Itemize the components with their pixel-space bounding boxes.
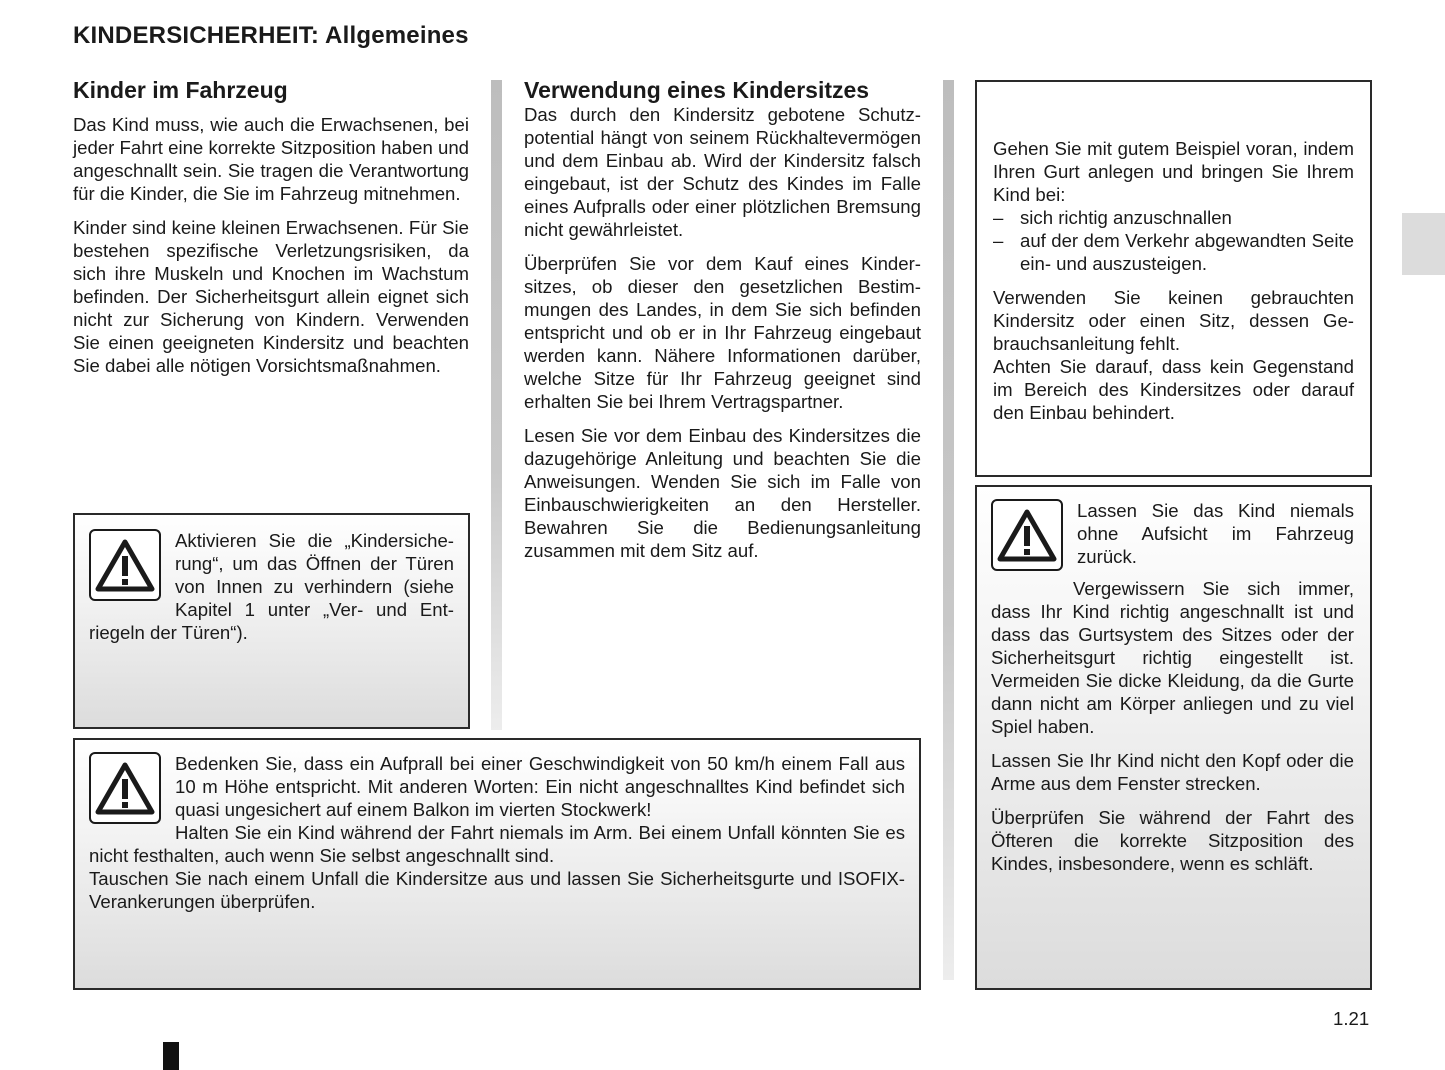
middle-paragraph-1: Das durch den Kindersitz gebotene Schutzpotential hängt von seinem Rückhaltevermögen und dem Einbau ab. Wird der Kindersitz falsch eingebaut, ist der Schutz des Kindes im Falle eines Aufpralls oder einer plötzlichen Bremsung nicht gewährleistet. <box>524 104 921 240</box>
left-paragraph-2: Kinder sind keine kleinen Erwachsenen. Für Sie bestehen spezifische Verletzungsrisiken, da sich ihre Muskeln und Knochen im Wachstum befinden. Der Sicherheitsgurt allein eignet sich nicht zur Sicherung von Kindern. Verwenden Sie einen geeigneten Kindersitz und beachten Sie dabei alle nötigen Vorsichtsmaßnahmen. <box>73 217 469 376</box>
divider-bar-right <box>943 80 954 980</box>
info-intro: Gehen Sie mit gutem Beispiel voran, indem Ihren Gurt anlegen und bringen Sie Ihrem Kind bei: <box>993 138 1354 205</box>
heading-kinder-im-fahrzeug: Kinder im Fahrzeug <box>73 77 288 103</box>
right-warning-fourth: Überprüfen Sie während der Fahrt des Öfteren die korrekte Sitzposition des Kindes, insbesondere, wenn es schläft. <box>991 807 1354 874</box>
middle-paragraph-3: Lesen Sie vor dem Einbau des Kindersitzes die dazugehörige Anleitung und beachten Sie die Anweisungen. Wenden Sie sich im Falle von Einbauschwierigkeiten an den Hersteller. Bewahren Sie die Bedienungsanleitung zusammen mit dem Sitz auf. <box>524 425 921 561</box>
left-warning-text: Aktivieren Sie die „Kindersicherung“, um das Öffnen der Türen von Innen zu verhindern (siehe Kapitel 1 unter „Ver- und Entriegeln der Türen“). <box>89 530 454 643</box>
page-title: KINDERSICHERHEIT: Allgemeines <box>73 22 469 49</box>
right-warning-second: Vergewissern Sie sich immer, dass Ihr Kind richtig angeschnallt ist und dass das Gurtsystem des Sitzes oder der Sicherheitsgurt richtig eingestellt ist. Vermeiden Sie dicke Kleidung, da die Gurte dann nicht am Körper anliegen und zu viel Spiel haben. <box>991 578 1354 737</box>
list-item: – auf der dem Verkehr abgewandten Seite ein- und auszusteigen. <box>993 229 1354 275</box>
chapter-side-tab <box>1402 213 1445 275</box>
left-paragraph-1: Das Kind muss, wie auch die Erwachsenen, bei jeder Fahrt eine korrekte Sitzposition haben und angeschnallt sein. Sie tragen die Verantwortung für die Kinder, die Sie im Fahrzeug mitnehmen. <box>73 114 469 204</box>
right-warning-box <box>975 485 1372 990</box>
info-bullet-list <box>993 206 1354 275</box>
left-column-text <box>73 113 469 388</box>
bottom-warning-line-3: Tauschen Sie nach einem Unfall die Kindersitze aus und lassen Sie Sicherheitsgurte und ISOFIX-Verankerungen überprüfen. <box>89 868 905 912</box>
middle-column-text <box>524 103 921 573</box>
bottom-warning-box <box>73 738 921 990</box>
print-marker <box>163 1042 179 1070</box>
page-number: 1.21 <box>1333 1008 1370 1029</box>
right-warning-third: Lassen Sie Ihr Kind nicht den Kopf oder die Arme aus dem Fenster strecken. <box>991 750 1354 794</box>
right-warning-first: Lassen Sie das Kind niemals ohne Aufsicht im Fahrzeug zurück. <box>1077 500 1354 567</box>
info-paragraph-1: Verwenden Sie keinen gebrauchten Kindersitz oder einen Sitz, dessen Gebrauchsanleitung fehlt. <box>993 287 1354 354</box>
warning-triangle-icon <box>89 752 161 824</box>
middle-paragraph-2: Überprüfen Sie vor dem Kauf eines Kindersitzes, ob dieser den gesetzlichen Bestimmungen des Landes, in dem Sie sich befinden entspricht und ob er in Ihr Fahrzeug eingebaut werden kann. Nähere Informationen darüber, welche Sitze für Ihr Fahrzeug geeignet sind erhalten Sie bei Ihrem Vertragspartner. <box>524 253 921 412</box>
info-paragraph-2: Achten Sie darauf, dass kein Gegenstand im Bereich des Kindersitzes oder darauf den Einbau behindert. <box>993 356 1354 423</box>
warning-triangle-icon <box>89 529 161 601</box>
heading-verwendung-kindersitz: Verwendung eines Kindersitzes <box>524 77 870 103</box>
bottom-warning-line-2: Halten Sie ein Kind während der Fahrt niemals im Arm. Bei einem Unfall könnten Sie es nicht festhalten, auch wenn Sie selbst angeschnallt sind. <box>89 822 905 866</box>
warning-triangle-icon <box>991 499 1063 571</box>
list-item: – sich richtig anzuschnallen <box>993 206 1354 229</box>
left-warning-box <box>73 513 470 729</box>
divider-bar-left <box>491 80 502 730</box>
bottom-warning-line-1: Bedenken Sie, dass ein Aufprall bei einer Geschwindigkeit von 50 km/h einem Fall aus 10 m Höhe entspricht. Mit anderen Worten: Ein nicht angeschnalltes Kind befindet sich quasi ungesichert auf einem Balkon im vierten Stockwerk! <box>175 753 905 820</box>
right-info-box <box>975 80 1372 477</box>
